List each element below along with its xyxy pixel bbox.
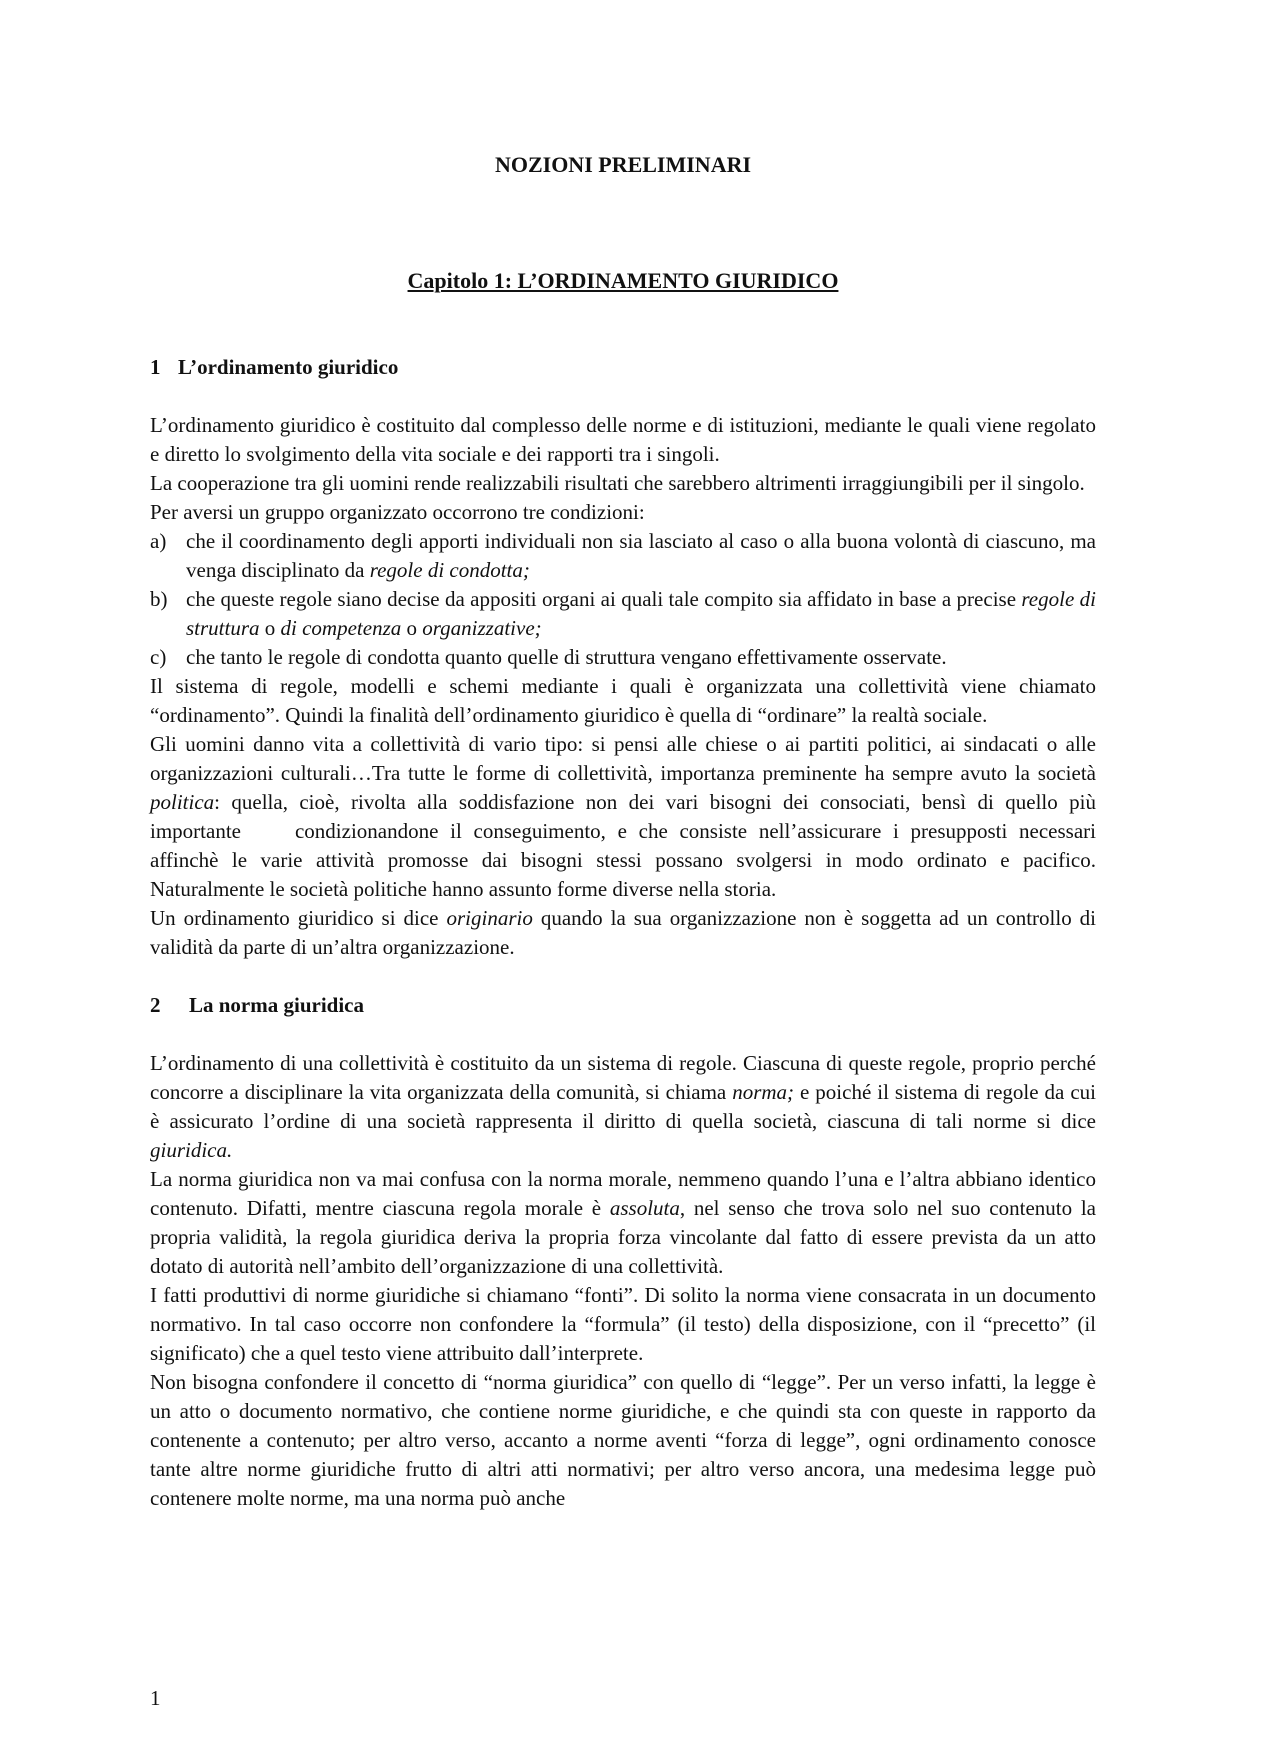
section-heading-2: [150, 991, 1096, 1020]
paragraph-text: condizionandone il conseguimento, e che consiste nell’assicurare i presupposti necessari affinchè le varie attività promosse dai bisogni stessi possano svolgersi in modo ordinato e pacifico. Naturalmente le società politiche hanno assunto forme diverse nella storia.: [150, 819, 1096, 901]
paragraph: Per aversi un gruppo organizzato occorrono tre condizioni:: [150, 500, 645, 524]
paragraph: [150, 1165, 1096, 1281]
emphasis-text: norma;: [732, 1080, 795, 1104]
document-body: [150, 353, 1096, 1513]
paragraph-text: La norma giuridica non va mai confusa con la norma morale, nemmeno quando l’una e l’altra abbiano identico contenuto. Difatti, mentre ciascuna regola morale è: [150, 1167, 1096, 1220]
section-title: L’ordinamento giuridico: [178, 355, 399, 379]
emphasis-text: regole di condotta;: [369, 558, 530, 582]
paragraph-text: : quella, cioè, rivolta alla soddisfazione non dei vari bisogni dei consociati, bensì di quello più importante: [150, 790, 1096, 843]
paragraph-text: quando la sua organizzazione non è soggetta ad un controllo di validità da parte di un’altra organizzazione.: [150, 906, 1097, 959]
chapter-title: Capitolo 1: L’ORDINAMENTO GIURIDICO: [407, 268, 839, 293]
paragraph-text: , nel senso che trova solo nel suo contenuto la propria validità, la regola giuridica deriva la propria forza vincolante dal fatto di essere prevista da un atto dotato di autorità nell’ambito dell’organizzazione di una collettività.: [150, 1196, 1096, 1278]
section-number: 1: [150, 355, 161, 379]
section-title: La norma giuridica: [189, 993, 365, 1017]
list-item: [150, 585, 1096, 643]
emphasis-text: di competenza: [280, 616, 402, 640]
list-text: o: [401, 616, 423, 640]
list-marker: b): [150, 587, 168, 611]
paragraph-text: Un ordinamento giuridico si dice: [150, 906, 447, 930]
paragraph: [150, 1049, 1096, 1165]
emphasis-text: regole di struttura: [186, 587, 1096, 640]
paragraph: I fatti produttivi di norme giuridiche si chiamano “fonti”. Di solito la norma viene consacrata in un documento normativo. In tal caso occorre non confondere la “formula” (il testo) della disposizione, con il “precetto” (il significato) che a quel testo viene attribuito dall’interprete.: [150, 1283, 1096, 1365]
paragraph: Non bisogna confondere il concetto di “norma giuridica” con quello di “legge”. Per un verso infatti, la legge è un atto o documento normativo, che contiene norme giuridiche, e che quindi sta con queste in rapporto da contenente a contenuto; per altro verso, accanto a norme aventi “forza di legge”, ogni ordinamento conosce tante altre norme giuridiche frutto di altri atti normativi; per altro verso ancora, una medesima legge può contenere molte norme, ma una norma può anche: [150, 1370, 1096, 1510]
section-heading-1: [150, 353, 1096, 382]
list-marker: c): [150, 645, 167, 669]
paragraph-text: e poiché il sistema di regole da cui è assicurato l’ordine di una società rappresenta il diritto di quella società, ciascuna di tali norme si dice: [150, 1080, 1096, 1133]
emphasis-text: politica: [150, 790, 215, 814]
list-item: [150, 643, 1096, 672]
document-page: [150, 0, 1096, 1763]
list-item: [150, 527, 1096, 585]
list-text: che il coordinamento degli apporti individuali non sia lasciato al caso o alla buona volontà di ciascuno, ma venga disciplinato da: [186, 529, 1096, 582]
paragraph-text: L’ordinamento di una collettività è costituito da un sistema di regole. Ciascuna di queste regole, proprio perché concorre a disciplinare la vita organizzata della comunità, si chiama: [150, 1051, 1096, 1104]
emphasis-text: originario: [446, 906, 533, 930]
list-text: che tanto le regole di condotta quanto quelle di struttura vengano effettivamente osservate.: [186, 645, 947, 669]
list-text: o: [259, 616, 281, 640]
emphasis-text: giuridica.: [150, 1138, 233, 1162]
paragraph: [150, 730, 1096, 904]
list-marker: a): [150, 529, 167, 553]
paragraph: La cooperazione tra gli uomini rende realizzabili risultati che sarebbero altrimenti irraggiungibili per il singolo.: [150, 471, 1085, 495]
emphasis-text: assoluta: [609, 1196, 680, 1220]
paragraph: [150, 904, 1096, 962]
paragraph: Il sistema di regole, modelli e schemi mediante i quali è organizzata una collettività viene chiamato “ordinamento”. Quindi la finalità dell’ordinamento giuridico è quella di “ordinare” la realtà sociale.: [150, 674, 1096, 727]
page-number: 1: [150, 1686, 161, 1710]
section-number: 2: [150, 993, 161, 1017]
paragraph: L’ordinamento giuridico è costituito dal complesso delle norme e di istituzioni, mediante le quali viene regolato e diretto lo svolgimento della vita sociale e dei rapporti tra i singoli.: [150, 413, 1096, 466]
list-text: che queste regole siano decise da appositi organi ai quali tale compito sia affidato in base a precise: [186, 587, 1022, 611]
emphasis-text: organizzative;: [422, 616, 542, 640]
paragraph-text: Gli uomini danno vita a collettività di vario tipo: si pensi alle chiese o ai partiti politici, ai sindacati o alle organizzazioni culturali…Tra tutte le forme di collettività, importanza preminente ha sempre avuto la società: [150, 732, 1096, 785]
document-title: NOZIONI PRELIMINARI: [494, 152, 752, 177]
